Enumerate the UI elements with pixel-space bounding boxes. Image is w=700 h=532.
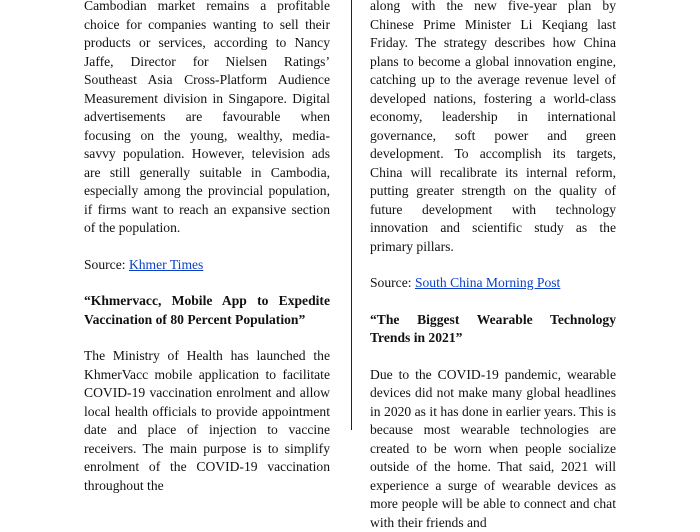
left-column — [84, 0, 330, 495]
khmervacc-paragraph: The Ministry of Health has launched the KhmerVacc mobile application to facilitate COVID-19 vaccination enrolment and allow local health officials to provide appointment date and place of injection to vaccine receivers. The main purpose is to simplify enrolment of the COVID-19 vaccination throughout the — [84, 347, 330, 495]
source-line-khmer-times — [84, 256, 330, 275]
source-label: Source: — [370, 275, 415, 290]
right-column — [370, 0, 616, 532]
cambodia-ad-market-paragraph: Cambodian market remains a profitable choice for companies wanting to sell their products or services, according to Nancy Jaffe, Director for Nielsen Ratings’ Southeast Asia Cross-Platform Audience Measurement division in Singapore. Digital advertisements are favourable when focusing on the young, wealthy, media-savvy population. However, television ads are still generally suitable in Cambodia, especially among the provincial population, if firms want to reach an expansive section of the population. — [84, 0, 330, 238]
wearable-trends-paragraph: Due to the COVID-19 pandemic, wearable devices did not make many global headlines in 2020 as it has done in earlier years. This is because most wearable technologies are created to be worn when people socialize outside of the home. That said, 2021 will experience a surge of wearable devices as more people will be able to connect and chat with their friends and — [370, 366, 616, 532]
china-five-year-plan-paragraph: along with the new five-year plan by Chinese Prime Minister Li Keqiang last Friday. The strategy describes how China plans to become a global innovation engine, catching up to the average revenue level of developed nations, fostering a world-class economy, leadership in international governance, soft power and green development. To accomplish its targets, China will recalibrate its internal reform, putting greater strength on the quality of future development with technology innovation and scientific study as the primary pillars. — [370, 0, 616, 256]
south-china-morning-post-link[interactable]: South China Morning Post — [415, 275, 560, 290]
column-divider — [351, 0, 352, 430]
khmer-times-link[interactable]: Khmer Times — [129, 257, 203, 272]
source-label: Source: — [84, 257, 129, 272]
khmervacc-headline: “Khmervacc, Mobile App to Expedite Vaccination of 80 Percent Population” — [84, 292, 330, 329]
source-line-scmp — [370, 274, 616, 293]
wearable-trends-headline: “The Biggest Wearable Technology Trends in 2021” — [370, 311, 616, 348]
